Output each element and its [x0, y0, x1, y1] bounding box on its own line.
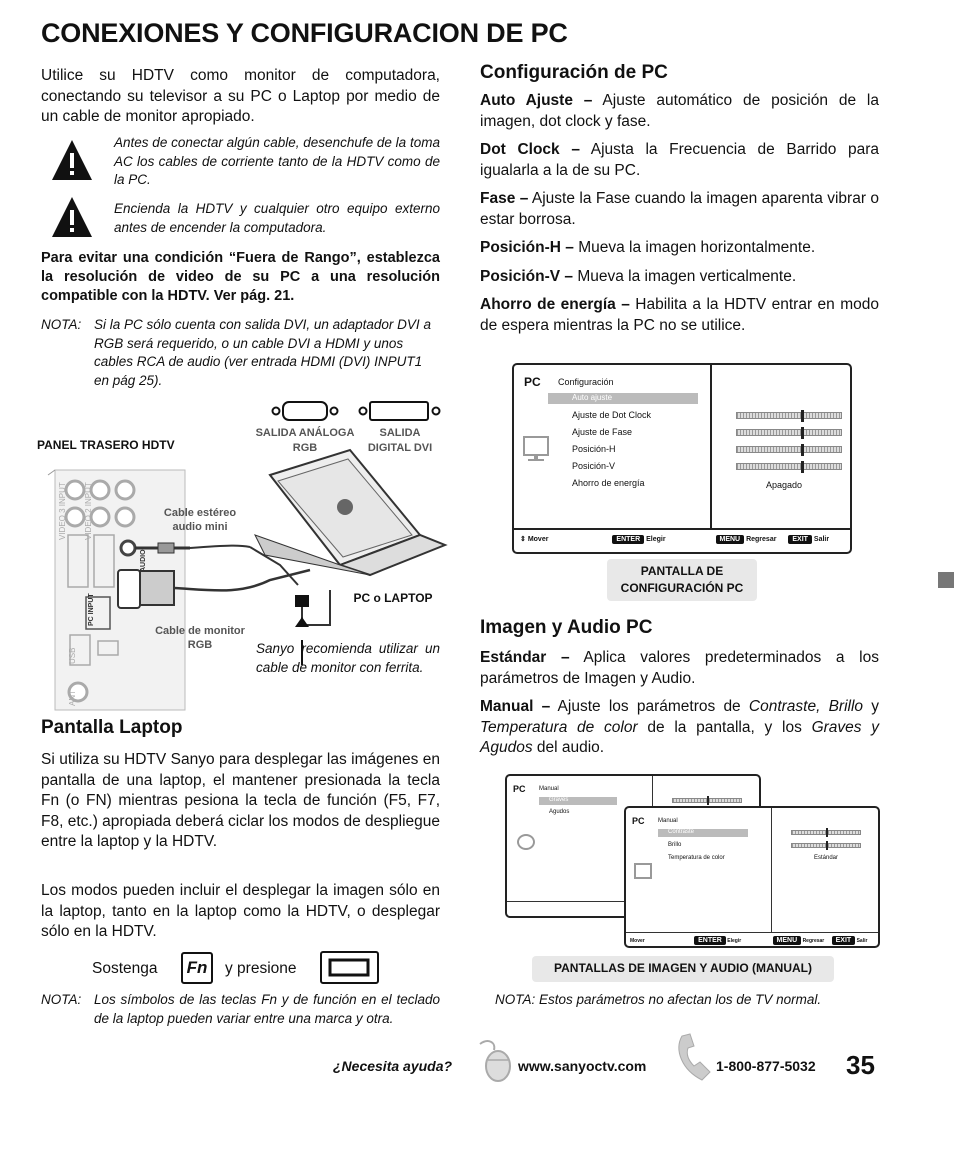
- monitor-icon: [522, 435, 554, 463]
- website-link[interactable]: www.sanyoctv.com: [518, 1058, 647, 1074]
- osd1-menu-item: Ajuste de Fase: [572, 427, 633, 437]
- monitor-icon: [634, 863, 652, 879]
- slider-knob: [707, 796, 709, 805]
- config-def-item: Fase – Ajuste la Fase cuando la imagen aparenta vibrar o estar borrosa.: [480, 190, 879, 228]
- osd-footer: ⇕ Mover ENTER Elegir MENU Regresar EXIT Salir: [520, 536, 830, 543]
- config-def-item: Ahorro de energía – Habilita a la HDTV entrar en modo de espera mientras la PC no se utilice.: [480, 296, 880, 334]
- osd3-title: Manual: [658, 818, 678, 824]
- pc-config-screen: [512, 363, 852, 554]
- osd1-slider: [736, 429, 842, 436]
- fn-key-icon: Fn: [181, 952, 213, 984]
- intro-paragraph: Utilice su HDTV como monitor de computadora, conectando su televisor a su PC o Laptop por medio de un cable de monitor apropiado.: [41, 67, 440, 125]
- panel-label: PANEL TRASERO HDTV: [37, 438, 175, 452]
- slider-knob: [801, 427, 804, 439]
- osd2-title: Manual: [539, 786, 559, 792]
- estandar-def: Estándar – Aplica valores predeterminados a los parámetros de Imagen y Audio.: [480, 649, 879, 687]
- image-manual-screen: [624, 806, 880, 948]
- help-text: ¿Necesita ayuda?: [333, 1058, 453, 1074]
- display-key-icon: [320, 951, 380, 985]
- laptop-paragraph-1: Si utiliza su HDTV Sanyo para desplegar las imágenes en pantalla de una laptop, el mantener presionada la tecla Fn (o FN) mientras pesiona la tecla de función (F5, F7, F8, etc.) apropiada deberá ciclar los modos de despliegue entre la laptop y la HDTV.: [41, 751, 440, 850]
- config-def-item: Posición-V – Mueva la imagen verticalmente.: [480, 267, 797, 285]
- page-title: CONEXIONES Y CONFIGURACION DE PC: [41, 18, 568, 48]
- ferrita-note: Sanyo recomienda utilizar un cable de monitor con ferrita.: [256, 641, 440, 675]
- osd-slider: [791, 830, 861, 835]
- page-number: 35: [846, 1050, 875, 1080]
- salida-dvi-label: SALIDA DIGITAL DVI: [367, 427, 433, 454]
- warning-text-1: Antes de conectar algún cable, desenchufe de la toma AC los cables de corriente tanto de la HDTV como de la PC.: [114, 135, 440, 187]
- osd3-item-contraste: Contraste: [658, 829, 748, 837]
- osd1-slider: [736, 463, 842, 470]
- pc-laptop-label: PC o LAPTOP: [353, 591, 433, 605]
- laptop-paragraph-2: Los modos pueden incluir el desplegar la imagen sólo en la laptop, tanto en la laptop como la HDTV, o desplegar sólo en la HDTV.: [41, 882, 440, 940]
- jack-video2-label: VIDEO 2 INPUT: [84, 482, 93, 540]
- osd3-item-temperatura: Temperatura de color: [668, 855, 725, 861]
- jack-pc-label: PC INPUT: [88, 593, 95, 626]
- jack-usb-label: USB: [68, 647, 77, 664]
- osd1-slider: [736, 446, 842, 453]
- osd-title: Configuración: [558, 377, 614, 387]
- osd3-estandar: Estándar: [813, 855, 838, 861]
- slider-knob: [801, 444, 804, 456]
- warning-icon: [50, 138, 94, 182]
- nota-tv: NOTA: Estos parámetros no afectan los de TV normal.: [495, 992, 822, 1007]
- slider-knob: [801, 461, 804, 473]
- caption-manual-screens: PANTALLAS DE IMAGEN Y AUDIO (MANUAL): [532, 956, 834, 982]
- config-def-item: Posición-H – Mueva la imagen horizontalmente.: [480, 239, 816, 256]
- osd1-menu-item: Auto ajuste: [548, 393, 698, 404]
- osd-slider: [791, 843, 861, 848]
- osd1-menu-item: Posición-H: [572, 444, 616, 454]
- osd3-footer: Mover ENTER Elegir MENU Regresar EXIT Salir: [630, 937, 868, 944]
- speaker-icon: [517, 834, 535, 850]
- cable-rgb-label: Cable de monitor RGB: [155, 625, 245, 651]
- jack-video3-label: VIDEO 3 INPUT: [58, 482, 67, 540]
- nota-dvi: Si la PC sólo cuenta con salida DVI, un adaptador DVI a RGB será requerido, o un cable DVI a HDMI y unos cables RCA de audio (ver entrada HDMI (DVI) INPUT1 en pág 25).: [94, 317, 431, 388]
- salida-rgb-label: SALIDA ANÁLOGA RGB: [255, 427, 355, 454]
- osd-slider: [672, 798, 742, 803]
- osd3-pc-label: PC: [632, 816, 645, 826]
- osd-apagado: Apagado: [765, 480, 803, 490]
- osd2-pc-label: PC: [513, 784, 526, 794]
- phone-icon: [672, 1030, 717, 1085]
- sostenga-text: Sostenga: [92, 960, 158, 977]
- slider-knob: [801, 410, 804, 422]
- slider-knob: [826, 841, 828, 850]
- imagen-heading: Imagen y Audio PC: [480, 617, 653, 638]
- section-tab: [938, 572, 954, 588]
- osd-pc-label: PC: [524, 375, 541, 389]
- config-def-item: Dot Clock – Ajusta la Frecuencia de Barrido para igualarla a la de su PC.: [480, 141, 880, 179]
- config-def-item: Auto Ajuste – Ajuste automático de posición de la imagen, dot clock y fase.: [480, 92, 879, 130]
- osd1-menu-item: Ahorro de energía: [572, 478, 645, 488]
- warning-text-2: Encienda la HDTV y cualquier otro equipo externo antes de encender la computadora.: [114, 201, 440, 235]
- range-warning: Para evitar una condición “Fuera de Rango”, establezca la resolución de video de su PC a una resolución compatible con la HDTV. Ver pág. 21.: [41, 250, 440, 304]
- warning-icon: [50, 195, 94, 239]
- phone-number: 1-800-877-5032: [716, 1058, 816, 1074]
- config-heading: Configuración de PC: [480, 62, 668, 83]
- osd1-menu-item: Ajuste de Dot Clock: [572, 410, 652, 420]
- mouse-icon: [470, 1036, 515, 1084]
- caption-config-screen: PANTALLA DE CONFIGURACIÓN PC: [607, 559, 757, 601]
- osd3-item-brillo: Brillo: [668, 842, 682, 848]
- osd2-item-agudos: Agudos: [549, 809, 570, 815]
- cable-audio-label: Cable estéreo audio mini: [163, 507, 237, 533]
- osd1-slider: [736, 412, 842, 419]
- nota-label: NOTA:: [41, 317, 82, 332]
- osd1-menu-item: Posición-V: [572, 461, 616, 471]
- config-definitions: [480, 91, 879, 344]
- jack-audio-label: AUDIO: [140, 549, 147, 572]
- osd2-item-graves: Graves: [539, 797, 617, 805]
- jack-ant-label: ANT: [68, 690, 77, 706]
- nota-keys: Los símbolos de las teclas Fn y de función en el teclado de la laptop pueden variar entre una marca y otra.: [94, 992, 440, 1026]
- manual-def: Manual – Ajuste los parámetros de Contraste, Brillo y Temperatura de color de la pantalla, y los Graves y Agudos del audio.: [480, 698, 880, 756]
- laptop-heading: Pantalla Laptop: [41, 717, 183, 738]
- y-presione-text: y presione: [225, 960, 297, 977]
- nota-label-2: NOTA:: [41, 992, 82, 1007]
- updown-icon: ⇕: [520, 536, 526, 543]
- slider-knob: [826, 828, 828, 837]
